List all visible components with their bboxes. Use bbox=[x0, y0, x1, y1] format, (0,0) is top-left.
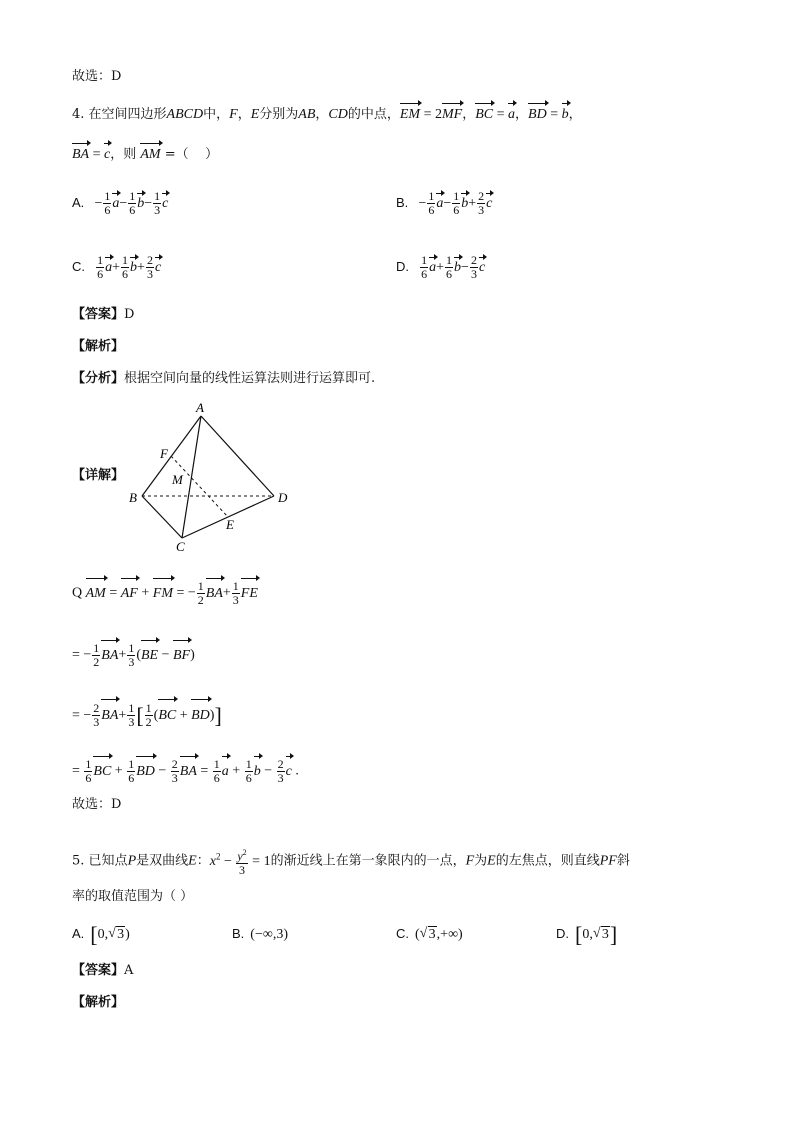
label-b: B bbox=[129, 490, 137, 505]
derivation-line2: = − $\frac{1}{2}$ BA+ $\frac{1}{3}$ (BE − BF) bbox=[72, 641, 195, 669]
q5-option-d[interactable]: D. [0,√ 3] bbox=[556, 926, 617, 944]
label-f: F bbox=[160, 446, 168, 461]
q4-number: 4. bbox=[72, 107, 85, 122]
q4-option-c[interactable]: C. $\frac{1}{6}$ a+ $\frac{1}{6}$ b+ $\frac{2}{3}$ c bbox=[72, 253, 162, 281]
q5-stem-line1: 5. 已知点P是双曲线E：$x^2$ − $\frac{y^2}{3}$ = 1的渐近线上在第一象限内的一点，F为E的左焦点，则直线PF斜 bbox=[72, 847, 630, 877]
label-c: C bbox=[176, 539, 185, 554]
previous-answer-line: 故选：D bbox=[72, 69, 122, 84]
label-e: E bbox=[226, 517, 234, 532]
q4-final-answer: 故选：D bbox=[72, 797, 122, 812]
tetrahedron-figure bbox=[124, 398, 300, 556]
q4-stem-line1: 4. 在空间四边形ABCD中，F，E分别为AB，CD的中点，EM = 2MF，BC = a，BD = b， bbox=[72, 107, 582, 122]
q5-analysis-tag: 【解析】 bbox=[72, 995, 125, 1010]
q5-answer: 【答案】A bbox=[72, 963, 134, 978]
q4-answer: 【答案】D bbox=[72, 307, 135, 322]
q4-option-b[interactable]: B. − $\frac{1}{6}$ a− $\frac{1}{6}$ b+ $\frac{2}{3}$ c bbox=[396, 189, 493, 217]
q4-stem-line2: BA = c，则 AM =（ ） bbox=[72, 147, 219, 162]
q5-option-a[interactable]: A. [0,√ 3) bbox=[72, 926, 130, 944]
q4-option-a[interactable]: A. − $\frac{1}{6}$ a− $\frac{1}{6}$ b− $\frac{1}{3}$ c bbox=[72, 189, 169, 217]
label-m: M bbox=[172, 472, 183, 487]
q4-fenxi: 【分析】根据空间向量的线性运算法则进行运算即可. bbox=[72, 371, 376, 386]
label-d: D bbox=[278, 490, 288, 505]
q4-option-d[interactable]: D. $\frac{1}{6}$ a+ $\frac{1}{6}$ b− $\frac{2}{3}$ c bbox=[396, 253, 486, 281]
q5-stem-line2: 率的取值范围为（ ） bbox=[72, 889, 194, 904]
q5-option-c[interactable]: C. (√ 3,+∞) bbox=[396, 926, 463, 943]
derivation-line3: = − $\frac{2}{3}$ BA+ $\frac{1}{3}$ [ $\frac{1}{2}$ (BC + BD)] bbox=[72, 701, 222, 730]
q5-option-b[interactable]: B. (−∞,3) bbox=[232, 926, 288, 942]
q4-detail-tag: 【详解】 bbox=[72, 468, 125, 483]
q4-analysis-tag: 【解析】 bbox=[72, 339, 125, 354]
derivation-line1: Q AM = AF + FM = − $\frac{1}{2}$ BA+ $\frac{1}{3}$ FE bbox=[72, 579, 258, 607]
derivation-line4: = $\frac{1}{6}$ BC + $\frac{1}{6}$ BD − $\frac{2}{3}$ BA = $\frac{1}{6}$ a + $\frac{1}{6}$ b − $\frac{2}{3}$ c . bbox=[72, 757, 299, 785]
label-a: A bbox=[196, 400, 204, 415]
